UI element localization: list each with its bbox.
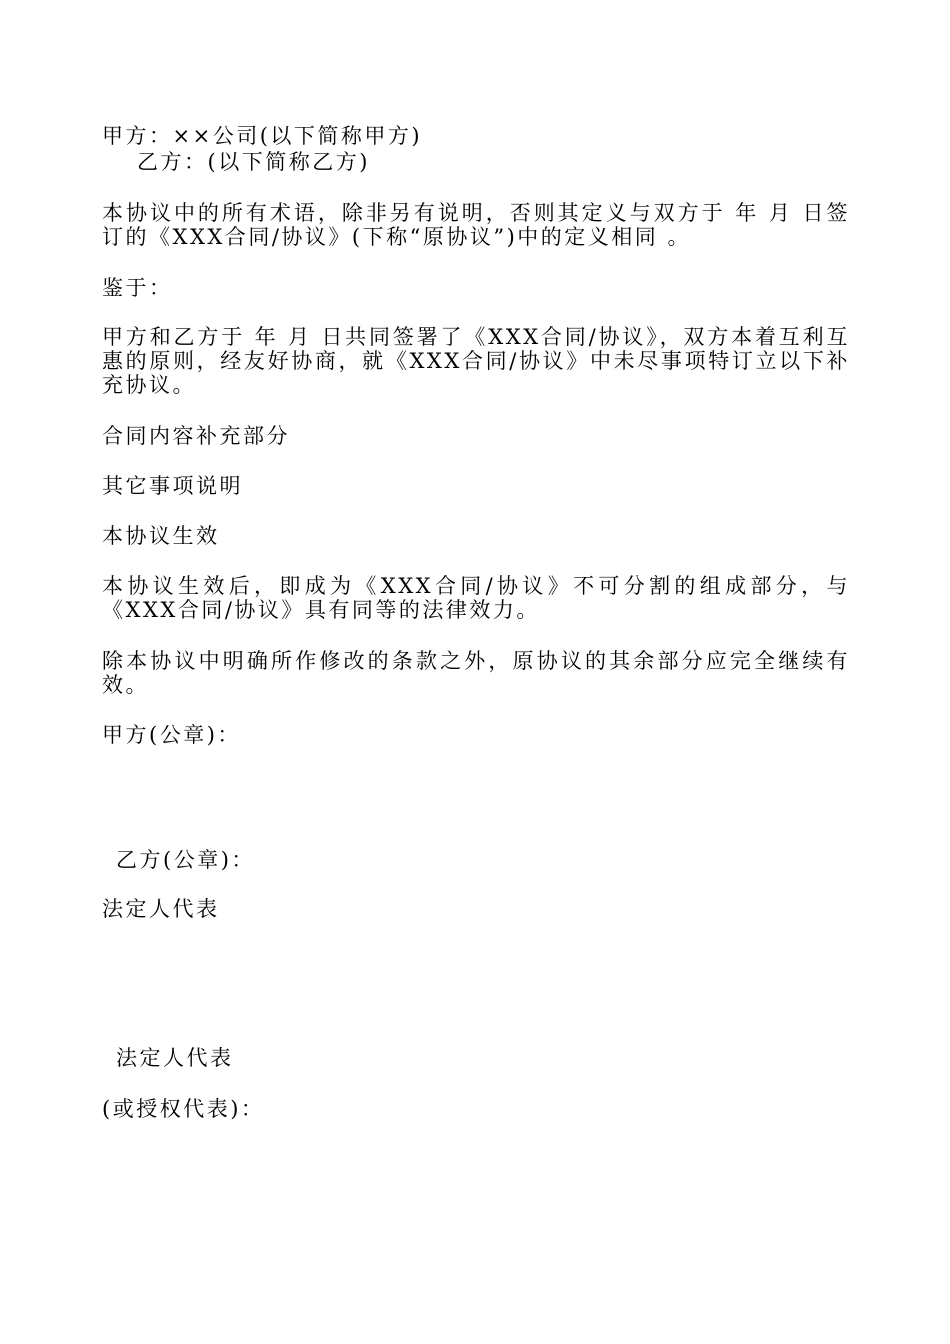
intro-paragraph: 本协议中的所有术语，除非另有说明，否则其定义与双方于 年 月 日签订的《XXX合同/协议》(下称“原协议”)中的定义相同 。 (102, 201, 850, 249)
party-a-line: 甲方：××公司(以下简称甲方) (102, 124, 423, 148)
party-b-line: 乙方：(以下简称乙方) (137, 150, 370, 174)
party-a-seal-label: 甲方(公章)： (102, 723, 241, 747)
section-other-heading: 其它事项说明 (102, 474, 243, 498)
authorized-rep-label: (或授权代表)： (102, 1097, 265, 1121)
party-b-seal-label: 乙方(公章)： (116, 848, 255, 872)
section-effect-heading: 本协议生效 (102, 524, 220, 548)
effect-paragraph: 本协议生效后，即成为《XXX合同/协议》不可分割的组成部分，与《XXX合同/协议》具有同等的法律效力。 (102, 574, 850, 622)
remainder-paragraph: 除本协议中明确所作修改的条款之外，原协议的其余部分应完全继续有效。 (102, 649, 850, 697)
section-supplement-heading: 合同内容补充部分 (102, 424, 290, 448)
whereas-paragraph: 甲方和乙方于 年 月 日共同签署了《XXX合同/协议》，双方本着互利互惠的原则，经友好协商，就《XXX合同/协议》中未尽事项特订立以下补充协议。 (102, 325, 850, 397)
whereas-heading: 鉴于： (102, 276, 173, 300)
legal-rep-b-label: 法定人代表 (116, 1046, 234, 1070)
legal-rep-a-label: 法定人代表 (102, 897, 220, 921)
